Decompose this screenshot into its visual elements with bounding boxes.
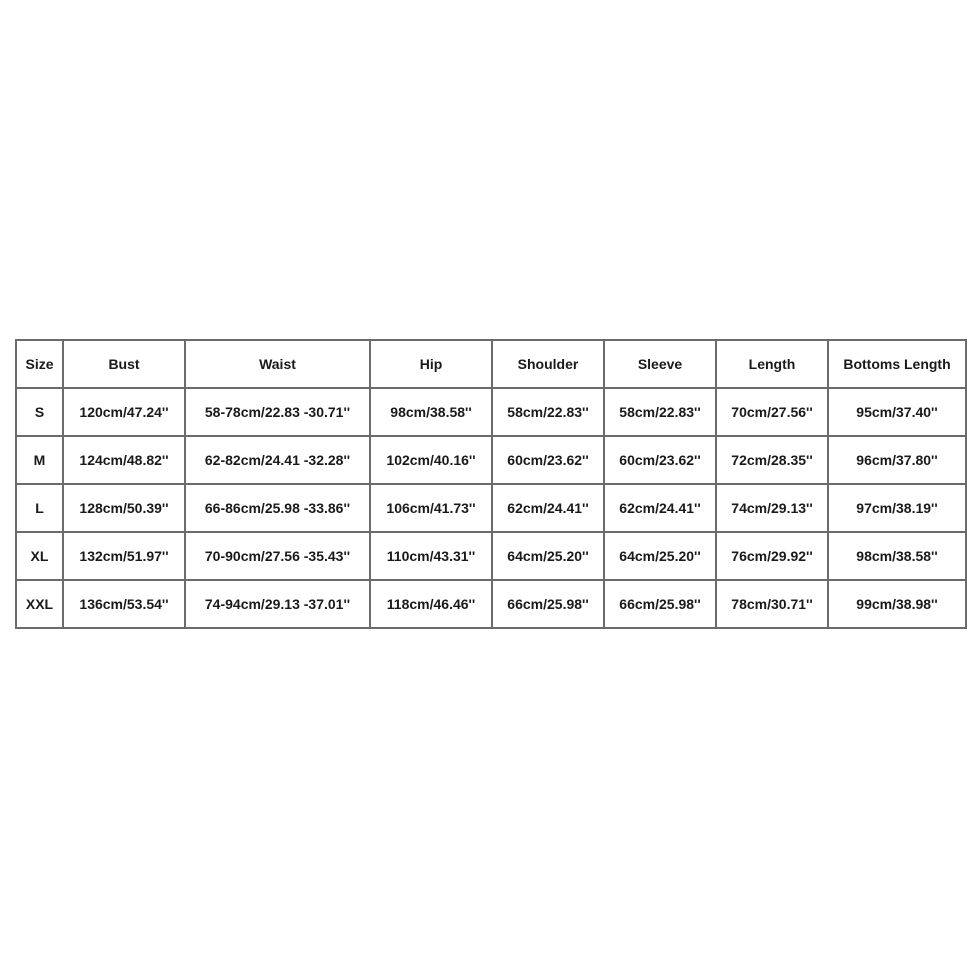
cell-length: 72cm/28.35'' <box>716 436 828 484</box>
cell-size: M <box>16 436 63 484</box>
header-hip: Hip <box>370 340 492 388</box>
header-row <box>16 340 966 388</box>
table-row <box>16 388 966 436</box>
cell-bust: 124cm/48.82'' <box>63 436 185 484</box>
cell-size: L <box>16 484 63 532</box>
cell-bust: 128cm/50.39'' <box>63 484 185 532</box>
header-waist: Waist <box>185 340 370 388</box>
cell-bust: 132cm/51.97'' <box>63 532 185 580</box>
cell-waist: 66-86cm/25.98 -33.86'' <box>185 484 370 532</box>
size-chart-table <box>15 339 967 629</box>
cell-hip: 106cm/41.73'' <box>370 484 492 532</box>
cell-shoulder: 60cm/23.62'' <box>492 436 604 484</box>
cell-length: 76cm/29.92'' <box>716 532 828 580</box>
cell-waist: 62-82cm/24.41 -32.28'' <box>185 436 370 484</box>
cell-bottoms-length: 99cm/38.98'' <box>828 580 966 628</box>
cell-bottoms-length: 96cm/37.80'' <box>828 436 966 484</box>
cell-sleeve: 58cm/22.83'' <box>604 388 716 436</box>
cell-bust: 136cm/53.54'' <box>63 580 185 628</box>
header-shoulder: Shoulder <box>492 340 604 388</box>
table-row <box>16 532 966 580</box>
cell-shoulder: 62cm/24.41'' <box>492 484 604 532</box>
cell-hip: 110cm/43.31'' <box>370 532 492 580</box>
cell-waist: 58-78cm/22.83 -30.71'' <box>185 388 370 436</box>
header-sleeve: Sleeve <box>604 340 716 388</box>
cell-sleeve: 60cm/23.62'' <box>604 436 716 484</box>
table-row <box>16 436 966 484</box>
header-bottoms-length: Bottoms Length <box>828 340 966 388</box>
cell-waist: 70-90cm/27.56 -35.43'' <box>185 532 370 580</box>
header-bust: Bust <box>63 340 185 388</box>
cell-size: XXL <box>16 580 63 628</box>
header-size: Size <box>16 340 63 388</box>
cell-hip: 98cm/38.58'' <box>370 388 492 436</box>
cell-shoulder: 58cm/22.83'' <box>492 388 604 436</box>
cell-bottoms-length: 98cm/38.58'' <box>828 532 966 580</box>
cell-hip: 102cm/40.16'' <box>370 436 492 484</box>
cell-bust: 120cm/47.24'' <box>63 388 185 436</box>
cell-shoulder: 66cm/25.98'' <box>492 580 604 628</box>
cell-sleeve: 64cm/25.20'' <box>604 532 716 580</box>
cell-length: 70cm/27.56'' <box>716 388 828 436</box>
header-length: Length <box>716 340 828 388</box>
cell-size: S <box>16 388 63 436</box>
cell-bottoms-length: 95cm/37.40'' <box>828 388 966 436</box>
cell-sleeve: 62cm/24.41'' <box>604 484 716 532</box>
cell-waist: 74-94cm/29.13 -37.01'' <box>185 580 370 628</box>
cell-bottoms-length: 97cm/38.19'' <box>828 484 966 532</box>
cell-length: 74cm/29.13'' <box>716 484 828 532</box>
cell-shoulder: 64cm/25.20'' <box>492 532 604 580</box>
table-row <box>16 580 966 628</box>
cell-length: 78cm/30.71'' <box>716 580 828 628</box>
table-row <box>16 484 966 532</box>
cell-size: XL <box>16 532 63 580</box>
cell-hip: 118cm/46.46'' <box>370 580 492 628</box>
cell-sleeve: 66cm/25.98'' <box>604 580 716 628</box>
